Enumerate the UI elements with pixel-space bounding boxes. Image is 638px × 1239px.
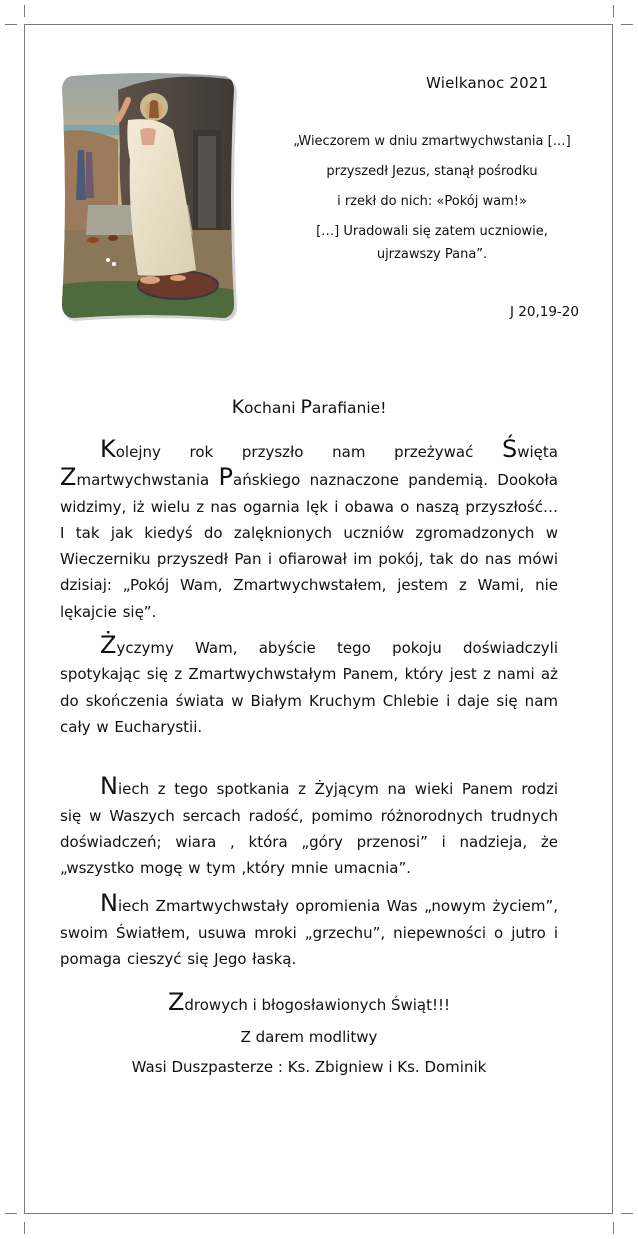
quote-line: ujrzawszy Pana”. xyxy=(376,247,488,262)
crop-mark-bottom-right-v xyxy=(613,1222,614,1234)
paragraph-3 xyxy=(60,774,558,881)
quote-line: […] Uradowali się zatem uczniowie, xyxy=(316,224,548,239)
drop-initial: P xyxy=(218,463,234,492)
crop-mark-bottom-right-h xyxy=(621,1213,633,1214)
quote-line: przyszedł Jezus, stanął pośrodku xyxy=(326,164,538,179)
paragraph-text: olejny rok przyszło nam przeżywać xyxy=(115,443,503,461)
scripture-quote xyxy=(276,135,588,261)
letter-body xyxy=(60,392,558,1076)
crop-mark-top-right-v xyxy=(613,5,614,17)
drop-initial: N xyxy=(100,772,118,801)
greeting xyxy=(60,392,558,423)
crop-mark-top-left-h xyxy=(5,24,17,25)
greeting-text: arafianie! xyxy=(311,399,387,417)
crop-mark-top-right-h xyxy=(621,24,633,25)
easter-wish xyxy=(60,988,558,1017)
wish-text: drowych i błogosławionych Świąt!!! xyxy=(184,996,451,1015)
paragraph-text: martwychwstania xyxy=(76,471,219,490)
paragraph-4 xyxy=(60,891,558,972)
drop-initial: Z xyxy=(60,463,77,492)
prayer-line: Z darem modlitwy xyxy=(240,1028,378,1047)
paragraph-1 xyxy=(60,437,558,625)
greeting-text: ochani xyxy=(244,399,301,417)
crop-mark-top-left-v xyxy=(24,5,25,17)
paragraph-text: więta xyxy=(517,443,558,461)
resurrection-image xyxy=(58,70,238,325)
crop-mark-bottom-left-v xyxy=(24,1222,25,1234)
crop-mark-bottom-left-h xyxy=(5,1213,17,1214)
scripture-reference: J 20,19-20 xyxy=(510,304,579,320)
paragraph-text: yczymy Wam, abyście tego pokoju doświadczyli spotykając się z Zmartwychwstałym Panem, który jest z nami aż do skończenia świata w Białym Kruchym Chlebie i daje się nam cały w Eucharystii. xyxy=(60,639,558,736)
drop-initial: N xyxy=(100,889,118,918)
quote-line: i rzekł do nich: «Pokój wam!» xyxy=(337,194,527,209)
quote-line: „Wieczorem w dniu zmartwychwstania […] xyxy=(293,134,571,149)
drop-initial: Ś xyxy=(502,435,518,463)
drop-initial: Z xyxy=(167,988,185,1017)
greeting-initial: P xyxy=(300,396,312,418)
drop-initial: K xyxy=(100,435,116,463)
paragraph-text: ańskiego naznaczone pandemią. Dookoła widzimy, iż wielu z nas ogarnia lęk i obawa o naszą przyszłość… I tak jak kiedyś do zalęknionych uczniów zgromadzonych w Wieczerniku przyszedł Pan i ofiarował im pokój, tak do nas mówi dzisiaj: „Pokój Wam, Zmartwychwstałem, jestem z Wami, nie lękajcie się”. xyxy=(60,471,558,621)
paragraph-2 xyxy=(60,633,558,740)
document-title: Wielkanoc 2021 xyxy=(426,74,549,92)
paragraph-text: iech z tego spotkania z Żyjącym na wieki Panem rodzi się w Waszych sercach radość, pomimo różnorodnych trudnych doświadczeń; wiara , która „góry przenosi” i nadzieja, że „wszystko mogę w tym ,który mnie umacnia”. xyxy=(60,780,558,878)
signature: Wasi Duszpasterze : Ks. Zbigniew i Ks. Dominik xyxy=(131,1058,487,1077)
greeting-initial: K xyxy=(231,396,245,418)
paragraph-text: iech Zmartwychwstały opromienia Was „nowym życiem”, swoim Światłem, usuwa mroki „grzechu”, niepewności o jutro i pomaga cieszyć się Jego łaską. xyxy=(60,897,558,969)
drop-initial: Ż xyxy=(100,631,117,660)
